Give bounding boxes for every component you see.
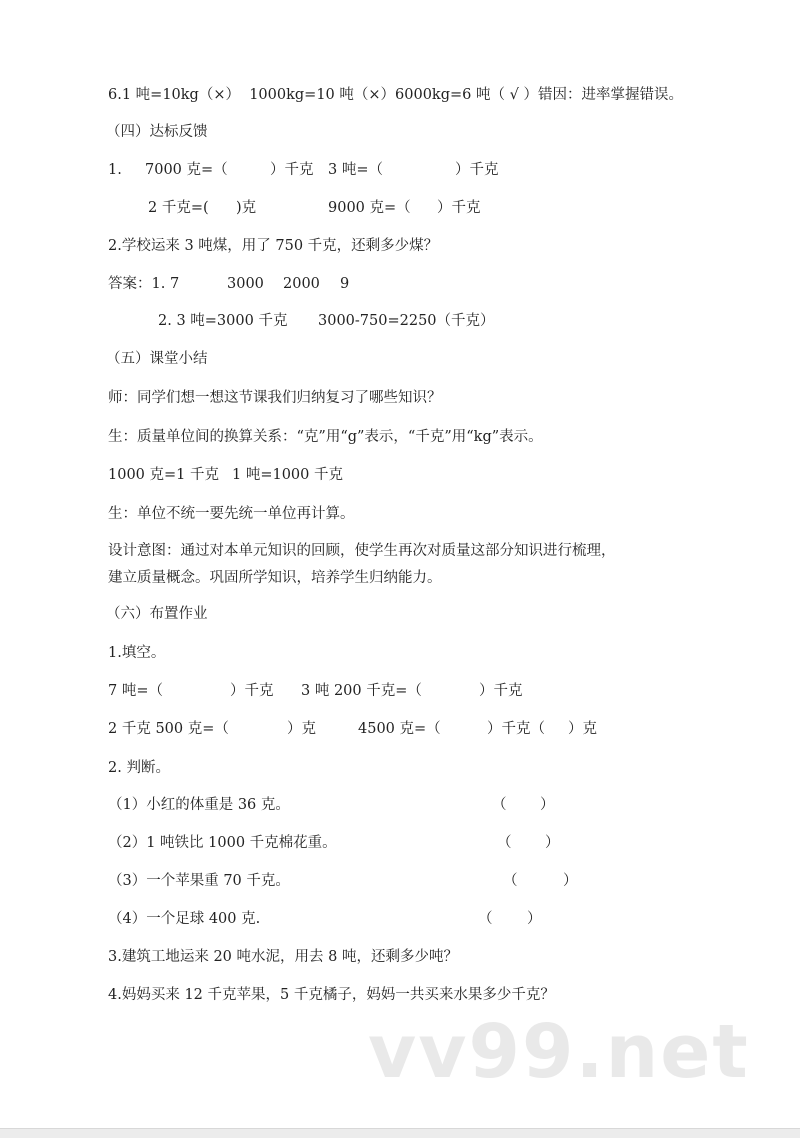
text-segment: 7000 克=（ bbox=[145, 162, 228, 178]
text-segment: （ bbox=[478, 911, 493, 927]
text-segment: 7 吨=（ bbox=[108, 683, 163, 699]
text-segment: 生：质量单位间的换算关系：“克”用“g”表示，“千克”用“kg”表示。 bbox=[108, 429, 543, 445]
text-segment: ）千克 bbox=[230, 683, 274, 699]
text-segment: （ bbox=[503, 873, 518, 889]
text-segment: 1 吨=1000 千克 bbox=[232, 467, 343, 483]
text-segment: （1）小红的体重是 36 克。 bbox=[108, 797, 290, 813]
text-segment: ） bbox=[527, 911, 542, 927]
text-segment: 生：单位不统一要先统一单位再计算。 bbox=[108, 506, 355, 522]
text-segment: 2000 bbox=[283, 276, 320, 292]
text-segment: 建立质量概念。巩固所学知识，培养学生归纳能力。 bbox=[108, 570, 442, 586]
text-segment: ） bbox=[540, 797, 555, 813]
text-segment: ） bbox=[545, 835, 560, 851]
text-segment: ）千克（ bbox=[487, 721, 545, 737]
text-segment: ）千克 bbox=[437, 200, 481, 216]
text-segment: 1.填空。 bbox=[108, 645, 166, 661]
text-segment: 3.建筑工地运来 20 吨水泥，用去 8 吨，还剩多少吨？ bbox=[108, 949, 458, 965]
text-segment: 3 吨 200 千克=（ bbox=[301, 683, 422, 699]
text-segment: )克 bbox=[236, 200, 257, 216]
text-segment: 3000-750=2250（千克） bbox=[318, 313, 495, 329]
text-segment: 6.1 吨=10kg（×） 1000kg=10 吨（×）6000kg=6 吨（ √ ）错因：进率掌握错误。 bbox=[108, 87, 683, 103]
text-segment: 1. bbox=[108, 162, 122, 178]
text-segment: （4）一个足球 400 克. bbox=[108, 911, 261, 927]
text-segment: ）千克 bbox=[455, 162, 499, 178]
watermark: vv99.net bbox=[368, 1009, 750, 1095]
text-segment: 1000 克=1 千克 bbox=[108, 467, 219, 483]
text-segment: 设计意图：通过对本单元知识的回顾，使学生再次对质量这部分知识进行梳理， bbox=[108, 543, 616, 559]
text-segment: 2 千克=( bbox=[148, 200, 209, 216]
text-segment: 9000 克=（ bbox=[328, 200, 411, 216]
text-segment: ）克 bbox=[568, 721, 597, 737]
text-segment: 3000 bbox=[227, 276, 264, 292]
text-segment: 答案：1. 7 bbox=[108, 276, 180, 292]
text-segment: ）千克 bbox=[270, 162, 314, 178]
text-segment: （五）课堂小结 bbox=[106, 351, 208, 367]
text-segment: （2）1 吨铁比 1000 千克棉花重。 bbox=[108, 835, 337, 851]
text-segment: 2 千克 500 克=（ bbox=[108, 721, 229, 737]
text-segment: （3）一个苹果重 70 千克。 bbox=[108, 873, 290, 889]
text-segment: 9 bbox=[340, 276, 350, 292]
text-segment: 4.妈妈买来 12 千克苹果，5 千克橘子，妈妈一共买来水果多少千克？ bbox=[108, 987, 555, 1003]
text-segment: 4500 克=（ bbox=[358, 721, 441, 737]
text-segment: ）克 bbox=[287, 721, 316, 737]
text-segment: 2. 判断。 bbox=[108, 760, 170, 776]
text-segment: ） bbox=[563, 873, 578, 889]
text-segment: 2.学校运来 3 吨煤，用了 750 千克，还剩多少煤？ bbox=[108, 238, 439, 254]
text-segment: 2. 3 吨=3000 千克 bbox=[158, 313, 288, 329]
text-segment: ）千克 bbox=[479, 683, 523, 699]
text-segment: （ bbox=[492, 797, 507, 813]
text-segment: （ bbox=[497, 835, 512, 851]
text-segment: 师：同学们想一想这节课我们归纳复习了哪些知识？ bbox=[108, 390, 442, 406]
text-segment: 3 吨=（ bbox=[328, 162, 383, 178]
text-segment: （四）达标反馈 bbox=[106, 124, 208, 140]
text-segment: （六）布置作业 bbox=[106, 606, 208, 622]
